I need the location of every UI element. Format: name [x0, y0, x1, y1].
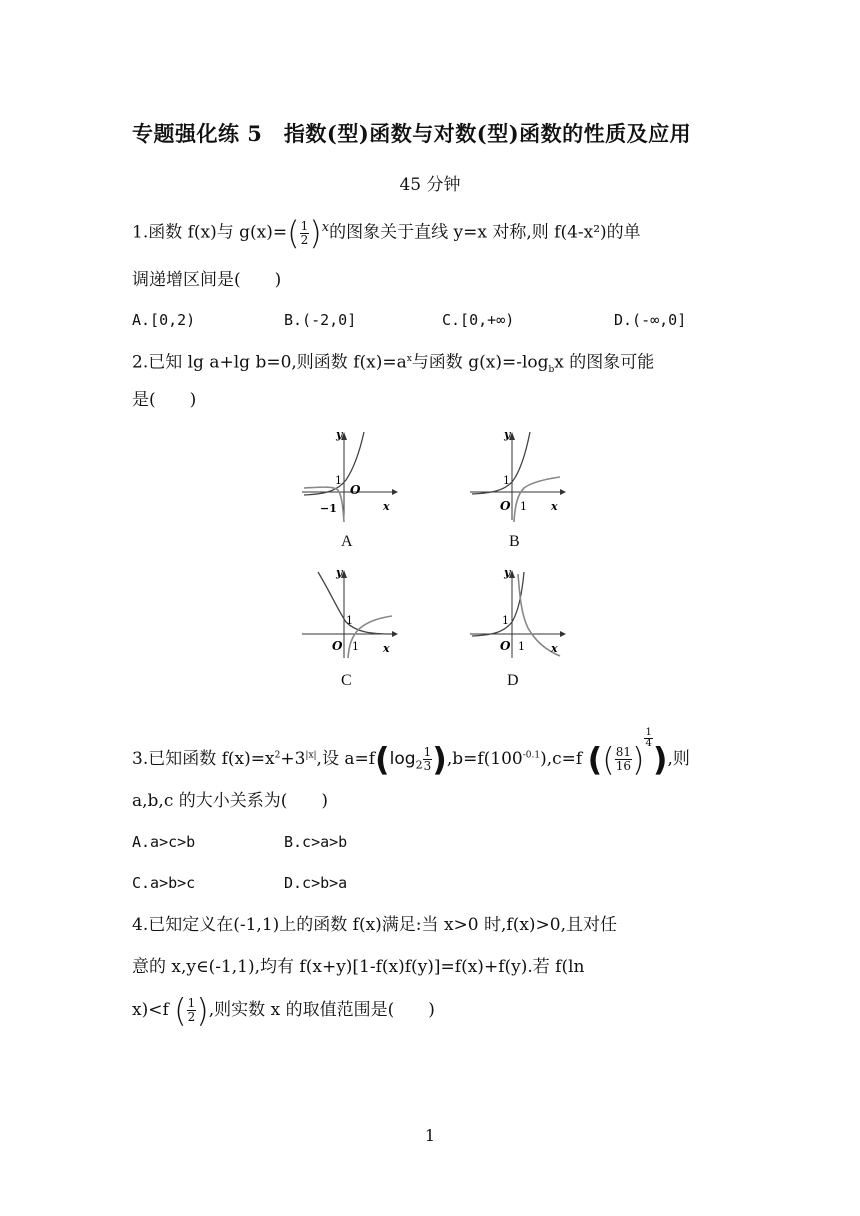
question-1-line1: 1.函数 f(x)与 g(x)=( $\frac{1}{2}$ )$^x$的图象关于直线 y=x 对称,则 f(4-x²)的单 — [132, 214, 641, 253]
svg-text:−1: −1 — [320, 502, 337, 515]
question-4-line2: 意的 x,y∈(-1,1),均有 f(x+y)[1-f(x)f(y)]=f(x)+f(y).若 f(ln — [132, 957, 585, 977]
question-4-line3: x)<f ( $\frac{1}{2}$ ),则实数 x 的取值范围是( ) — [132, 991, 435, 1030]
q1-post: 的图象关于直线 y=x 对称,则 f(4-x²)的单 — [329, 222, 641, 243]
question-3-line1: 3.已知函数 $f(x)=x^2+3^{|x|}$,设 $a=f(\log_2$ $\frac{1}{3}$ )$,b=f(100^{-0.1}),c=f$ (( $\frac{81}{16}$ ) $^{\frac{1}{4}}$ ),则 — [132, 727, 690, 779]
svg-text:y: y — [336, 428, 343, 441]
svg-text:1: 1 — [346, 614, 353, 627]
graph-d — [466, 566, 566, 661]
svg-text:O: O — [332, 639, 343, 653]
q1-pre: 1.函数 f(x)与 g(x)= — [132, 222, 288, 243]
graph-a-label: A — [341, 533, 353, 550]
page-number: 1 — [424, 1126, 436, 1145]
time-limit: 45 分钟 — [399, 175, 461, 195]
svg-text:1: 1 — [518, 640, 525, 653]
q3-option-b[interactable]: B.c>a>b — [284, 833, 348, 851]
svg-text:x: x — [383, 500, 390, 513]
question-1-line2: 调递增区间是( ) — [132, 270, 282, 290]
q3-option-d[interactable]: D.c>b>a — [284, 874, 348, 892]
svg-text:1: 1 — [520, 500, 527, 513]
graph-c — [298, 566, 398, 661]
graph-b — [466, 428, 566, 523]
page-title: 专题强化练 5 指数(型)函数与对数(型)函数的性质及应用 — [132, 121, 692, 146]
question-2-line1: 2.已知 lg a+lg b=0,则函数 $f(x)=a^x$与函数 $g(x)=-\log_bx$ 的图象可能 — [132, 352, 655, 376]
svg-text:1: 1 — [335, 474, 342, 487]
svg-text:y: y — [336, 566, 343, 579]
svg-text:x: x — [383, 642, 390, 655]
q1-fraction: $\frac{1}{2}$ — [300, 218, 309, 247]
svg-text:1: 1 — [352, 640, 359, 653]
svg-text:1: 1 — [502, 614, 509, 627]
q1-option-a[interactable]: A.[0,2) — [132, 311, 196, 329]
svg-text:x: x — [551, 642, 558, 655]
svg-text:O: O — [500, 639, 511, 653]
q1-option-d[interactable]: D.(-∞,0] — [614, 311, 687, 329]
graph-a — [298, 428, 398, 523]
question-4-line1: 4.已知定义在(-1,1)上的函数 f(x)满足:当 x>0 时,f(x)>0,且对任 — [132, 915, 618, 935]
svg-text:O: O — [500, 499, 511, 513]
graph-b-label: B — [509, 533, 520, 550]
svg-text:1: 1 — [503, 474, 510, 487]
q1-option-b[interactable]: B.(-2,0] — [284, 311, 357, 329]
q1-option-c[interactable]: C.[0,+∞) — [442, 311, 515, 329]
q1-exponent: x — [321, 220, 330, 235]
question-2-line2: 是( ) — [132, 390, 197, 410]
svg-text:y: y — [504, 566, 511, 579]
q3-option-a[interactable]: A.a>c>b — [132, 833, 196, 851]
question-3-line2: a,b,c 的大小关系为( ) — [132, 791, 329, 811]
q3-option-c[interactable]: C.a>b>c — [132, 874, 196, 892]
graph-c-label: C — [341, 672, 352, 689]
svg-text:x: x — [551, 500, 558, 513]
graph-d-label: D — [507, 672, 519, 689]
svg-text:y: y — [504, 428, 511, 441]
svg-text:O: O — [350, 483, 361, 497]
